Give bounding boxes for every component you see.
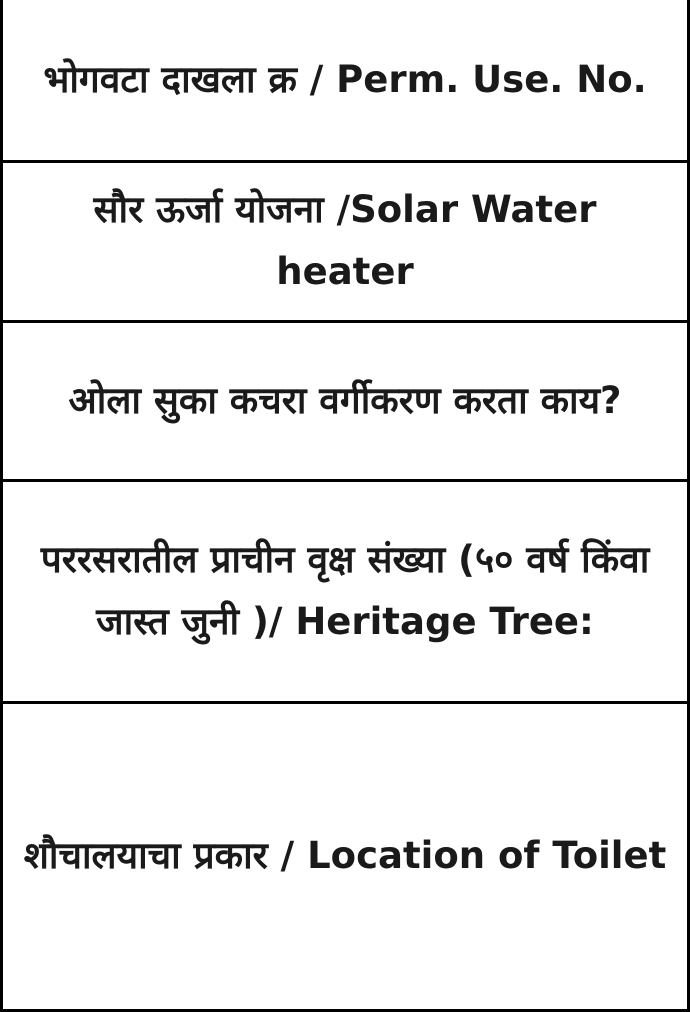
toilet-location-label: शौचालयाचा प्रकार / Location of Toilet [23,834,667,877]
table-row [2,702,689,1010]
waste-segregation-label: ओला सुका कचरा वर्गीकरण करता काय? [68,378,622,422]
table-row [2,480,689,702]
table-row [2,0,689,161]
toilet-location-label-cell [2,702,689,1010]
waste-segregation-label-cell [2,321,689,480]
heritage-tree-label-cell [2,480,689,702]
table-row [2,161,689,321]
perm-use-no-label: भोगवटा दाखला क्र / Perm. Use. No. [43,57,647,101]
table-row [2,321,689,480]
perm-use-no-label-cell [2,0,689,161]
solar-water-heater-label-cell [2,161,689,321]
heritage-tree-label: पररसरातील प्राचीन वृक्ष संख्या (५० वर्ष किंवा जास्त जुनी )/ Heritage Tree: [40,538,650,643]
solar-water-heater-label: सौर ऊर्जा योजना /Solar Water heater [93,188,597,293]
